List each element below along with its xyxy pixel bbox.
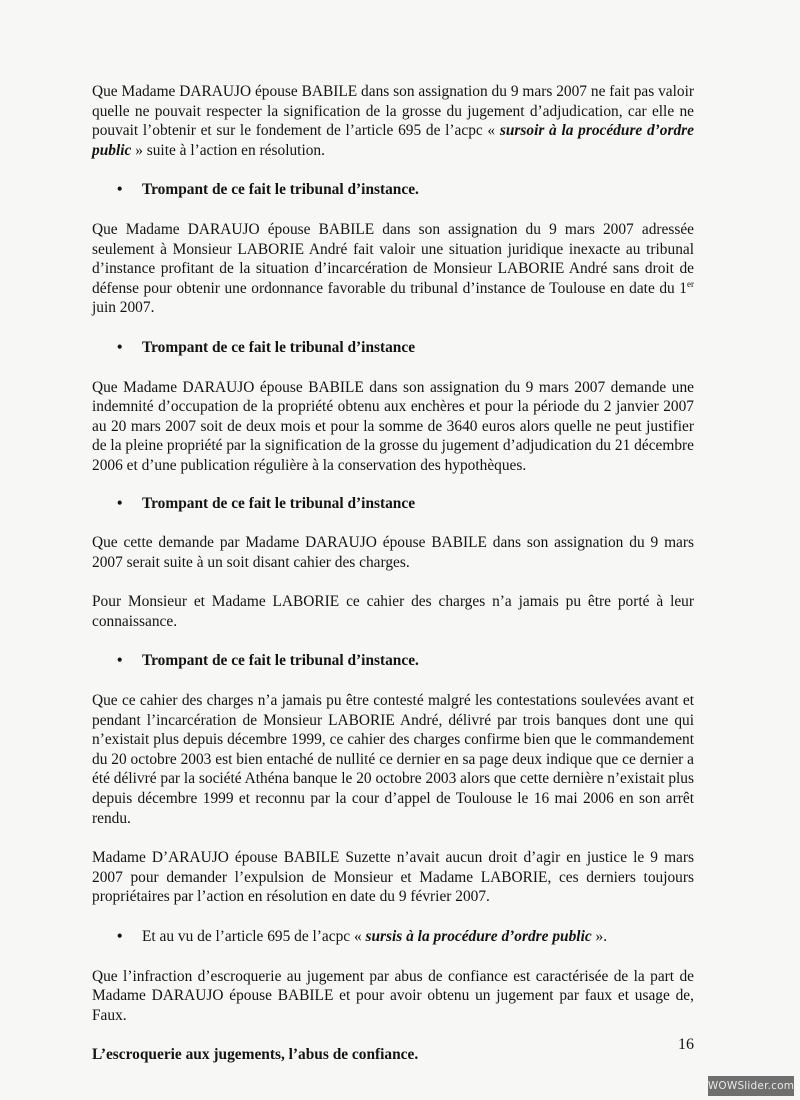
bullet-icon: • [117,652,123,670]
bullet-text-part: Et au vu de l’article 695 de l’acpc « [142,928,366,945]
paragraph-3: Que Madame DARAUJO épouse BABILE dans son assignation du 9 mars 2007 demande une indemnité d’occupation de la propriété obtenu aux enchères et pour la période du 2 janvier 2007 au 20 mars 2007 soit de deux mois et pour la somme de 3640 euros alors quelle ne peut justifier de la pleine propriété par la signification de la grosse du jugement d’adjudication du 21 décembre 2006 et d’une publication régulière à la conservation des hypothèques. [92,378,694,474]
page-number: 16 [678,1036,694,1053]
bullet-icon: • [117,181,123,199]
bullet-icon: • [117,494,123,512]
paragraph-9: L’escroquerie aux jugements, l’abus de confiance. [92,1046,419,1064]
bullet-item [92,494,694,514]
bullet-text: Trompant de ce fait le tribunal d’instance [142,338,416,356]
paragraph-2 [92,220,694,318]
paragraph-text: Que Madame DARAUJO épouse BABILE dans son assignation du 9 mars 2007 adressée seulement à Monsieur LABORIE André fait valoir une situation juridique inexacte au tribunal d’instance profitant de la situation d’incarcération de Monsieur LABORIE André sans droit de défense pour obtenir une ordonnance favorable du tribunal d’instance de Toulouse en date du 1 [92,220,694,297]
bullet-text: Trompant de ce fait le tribunal d’instance. [142,652,419,670]
bullet-icon: • [117,928,123,945]
paragraph-text: juin 2007. [92,299,155,317]
bullet-item [92,180,694,200]
paragraph-text: Que Madame DARAUJO épouse BABILE dans son assignation du 9 mars 2007 ne fait pas valoir quelle ne pouvait respecter la signification de la grosse du jugement d’adjudication, car elle ne pouvait l’obtenir et sur le fondement de l’article 695 de l’acpc « [92,83,694,140]
superscript: er [687,278,694,289]
bullet-item [92,338,694,358]
paragraph-8: Que l’infraction d’escroquerie au jugement par abus de confiance est caractérisée de la part de Madame DARAUJO épouse BABILE et pour avoir obtenu un jugement par faux et usage de, Faux. [92,967,694,1024]
bullet-text: Trompant de ce fait le tribunal d’instance. [142,181,419,199]
watermark-badge: WOWSlider.com [708,1076,794,1096]
paragraph-4: Que cette demande par Madame DARAUJO épouse BABILE dans son assignation du 9 mars 2007 serait suite à un soit disant cahier des charges. [92,534,694,571]
bullet-item [92,651,694,671]
bullet-text: Trompant de ce fait le tribunal d’instance [142,494,416,512]
paragraph-7: Madame D’ARAUJO épouse BABILE Suzette n’avait aucun droit d’agir en justice le 9 mars 2007 pour demander l’expulsion de Monsieur et Madame LABORIE, ces derniers toujours propriétaires par l’action en résolution en date du 9 février 2007. [92,849,694,906]
paragraph-6: Que ce cahier des charges n’a jamais pu être contesté malgré les contestations soulevées avant et pendant l’incarcération de Monsieur LABORIE André, délivré par trois banques dont une qui n’existait plus depuis décembre 1999, ce cahier des charges confirme bien que le commandement du 20 octobre 2003 est bien entaché de nullité ce dernier en sa page deux indique que ce dernier a été délivré par la société Athéna banque le 20 octobre 2003 alors que cette dernière n’existait plus depuis décembre 1999 et reconnu par la cour d’appel de Toulouse le 16 mai 2006 en son arrêt rendu. [92,692,694,827]
paragraph-5: Pour Monsieur et Madame LABORIE ce cahier des charges n’a jamais pu être porté à leur connaissance. [92,593,694,630]
emphasis-text: sursoir à la procédure d’ordre public [92,122,694,159]
document-body [92,82,694,1065]
bullet-text-part: ». [591,928,608,945]
emphasis-text: sursis à la procédure d’ordre public [365,928,592,945]
paragraph-1 [92,82,694,160]
bullet-text [142,928,607,945]
paragraph-text: » suite à l’action en résolution. [131,141,325,159]
bullet-icon: • [117,338,123,356]
bullet-item [92,927,694,947]
